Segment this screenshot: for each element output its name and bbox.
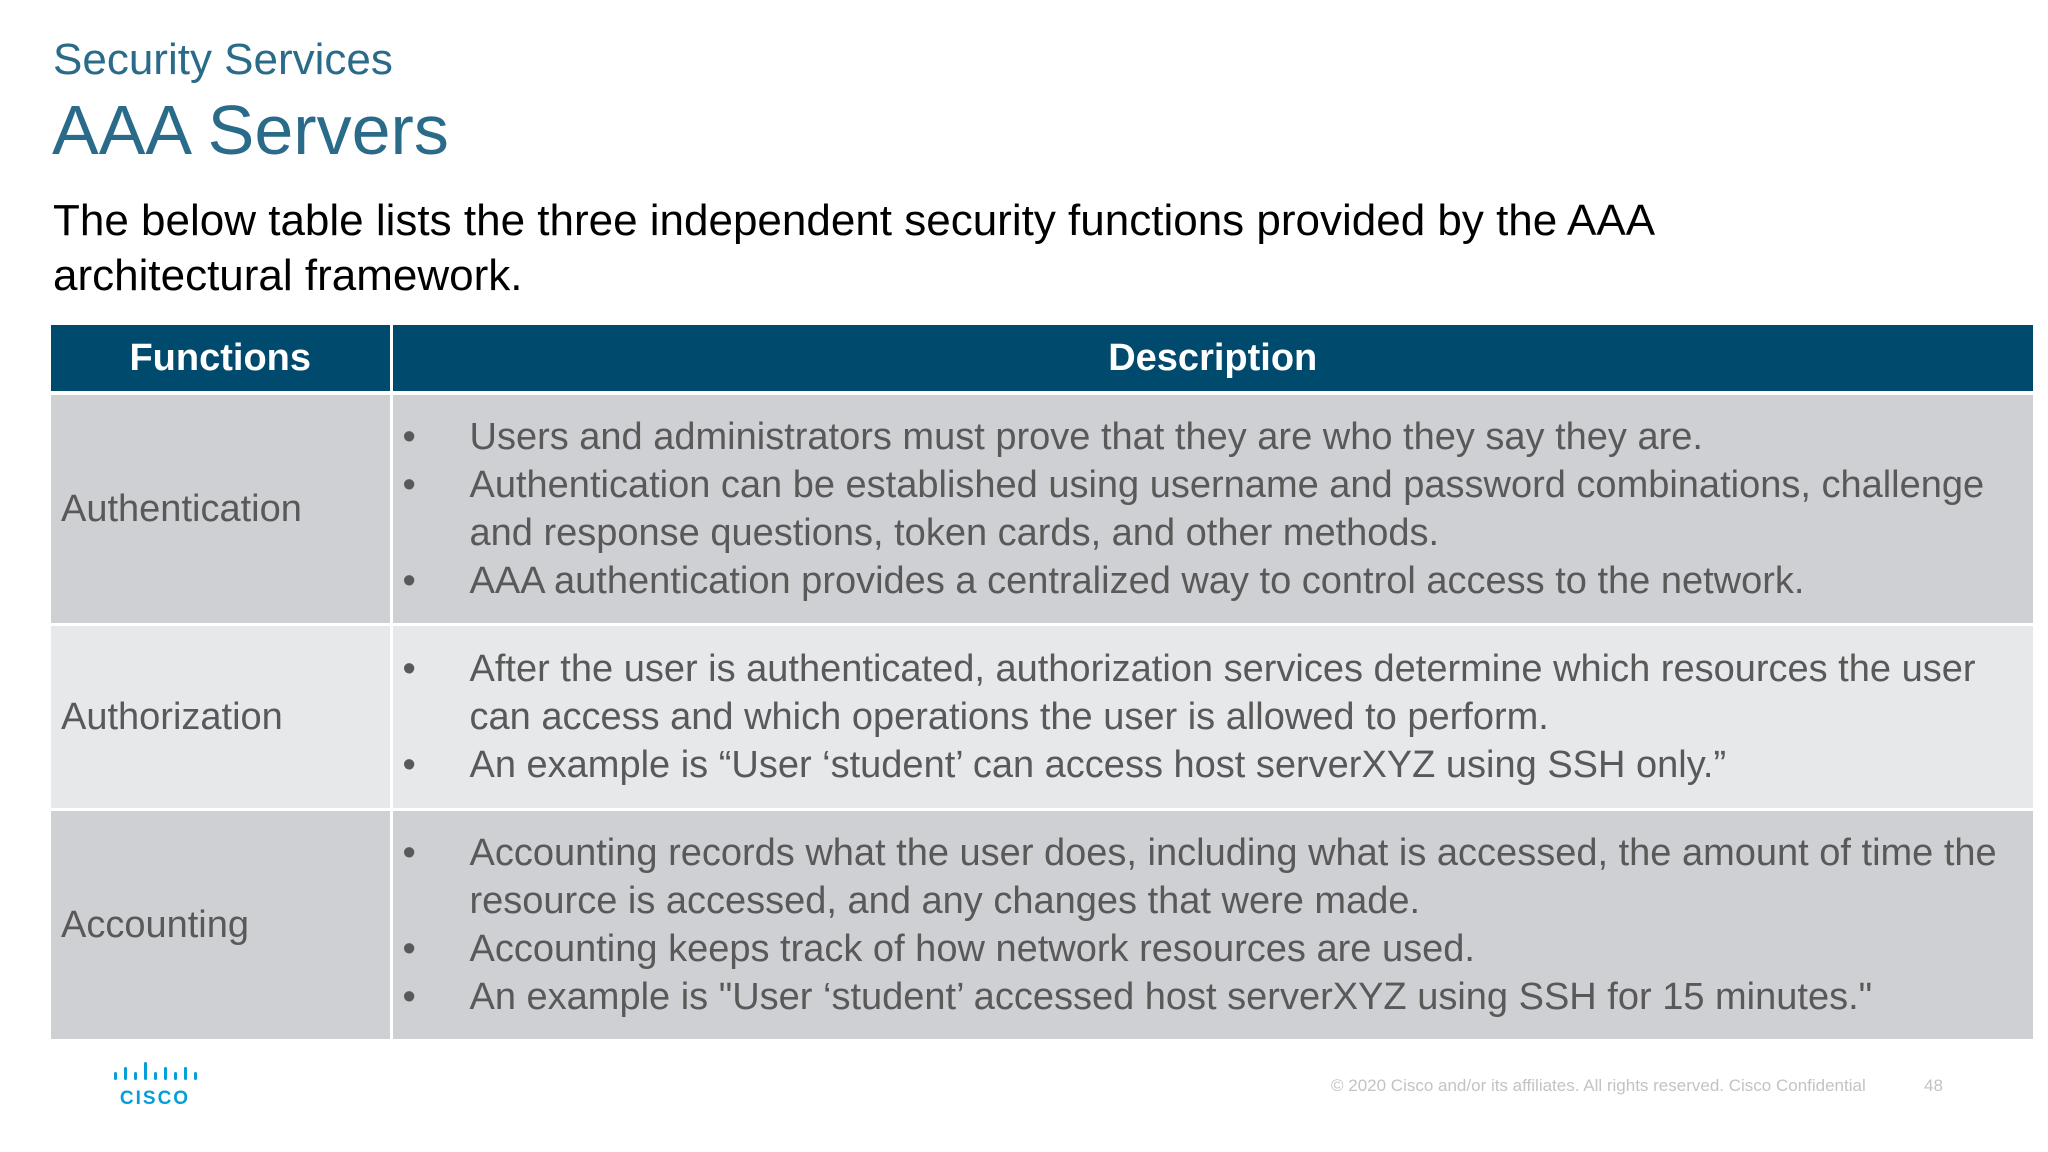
function-cell: Accounting xyxy=(51,810,391,1041)
section-title: Security Services xyxy=(53,35,393,84)
bullet-icon: • xyxy=(402,744,416,786)
table-row xyxy=(51,625,2033,810)
aaa-functions-table xyxy=(51,325,2033,1042)
bullet-icon: • xyxy=(402,560,416,602)
header-functions: Functions xyxy=(51,325,391,393)
bullet-icon: • xyxy=(402,464,416,506)
page-number: 48 xyxy=(1924,1076,1943,1095)
bullet-item: • Accounting keeps track of how network resources are used. xyxy=(393,925,2014,973)
function-cell: Authorization xyxy=(51,625,391,810)
description-cell xyxy=(391,810,2033,1041)
table-header-row xyxy=(51,325,2033,393)
bullet-item: • After the user is authenticated, authorization services determine which resources the user can access and which operations the user is allowed to perform. xyxy=(393,645,2014,741)
bullet-icon: • xyxy=(402,416,416,458)
header-description: Description xyxy=(391,325,2033,393)
page-title: AAA Servers xyxy=(52,91,449,169)
bullet-icon: • xyxy=(402,976,416,1018)
table-row xyxy=(51,393,2033,625)
cisco-logo-text: CISCO xyxy=(119,1088,191,1108)
description-cell xyxy=(391,393,2033,625)
bullet-item: • Authentication can be established using username and password combinations, challenge and response questions, token cards, and other methods. xyxy=(393,461,2014,557)
bullet-icon: • xyxy=(402,928,416,970)
description-cell xyxy=(391,625,2033,810)
bullet-item: • AAA authentication provides a centralized way to control access to the network. xyxy=(393,557,2014,605)
bullet-icon: • xyxy=(402,648,416,690)
copyright-text: © 2020 Cisco and/or its affiliates. All rights reserved. Cisco Confidential xyxy=(1331,1076,1866,1095)
table-row xyxy=(51,810,2033,1041)
bullet-item: • Users and administrators must prove that they are who they say they are. xyxy=(393,413,2014,461)
bullet-item: • An example is "User ‘student’ accessed host serverXYZ using SSH for 15 minutes." xyxy=(393,973,2014,1021)
bullet-item: • Accounting records what the user does, including what is accessed, the amount of time the resource is accessed, and any changes that were made. xyxy=(393,829,2014,925)
bullet-icon: • xyxy=(402,832,416,874)
bullet-item: • An example is “User ‘student’ can access host serverXYZ using SSH only.” xyxy=(393,741,2014,789)
function-cell: Authentication xyxy=(51,393,391,625)
cisco-logo-icon xyxy=(112,1058,198,1108)
intro-text: The below table lists the three independent security functions provided by the AAA architectural framework. xyxy=(53,196,1653,300)
